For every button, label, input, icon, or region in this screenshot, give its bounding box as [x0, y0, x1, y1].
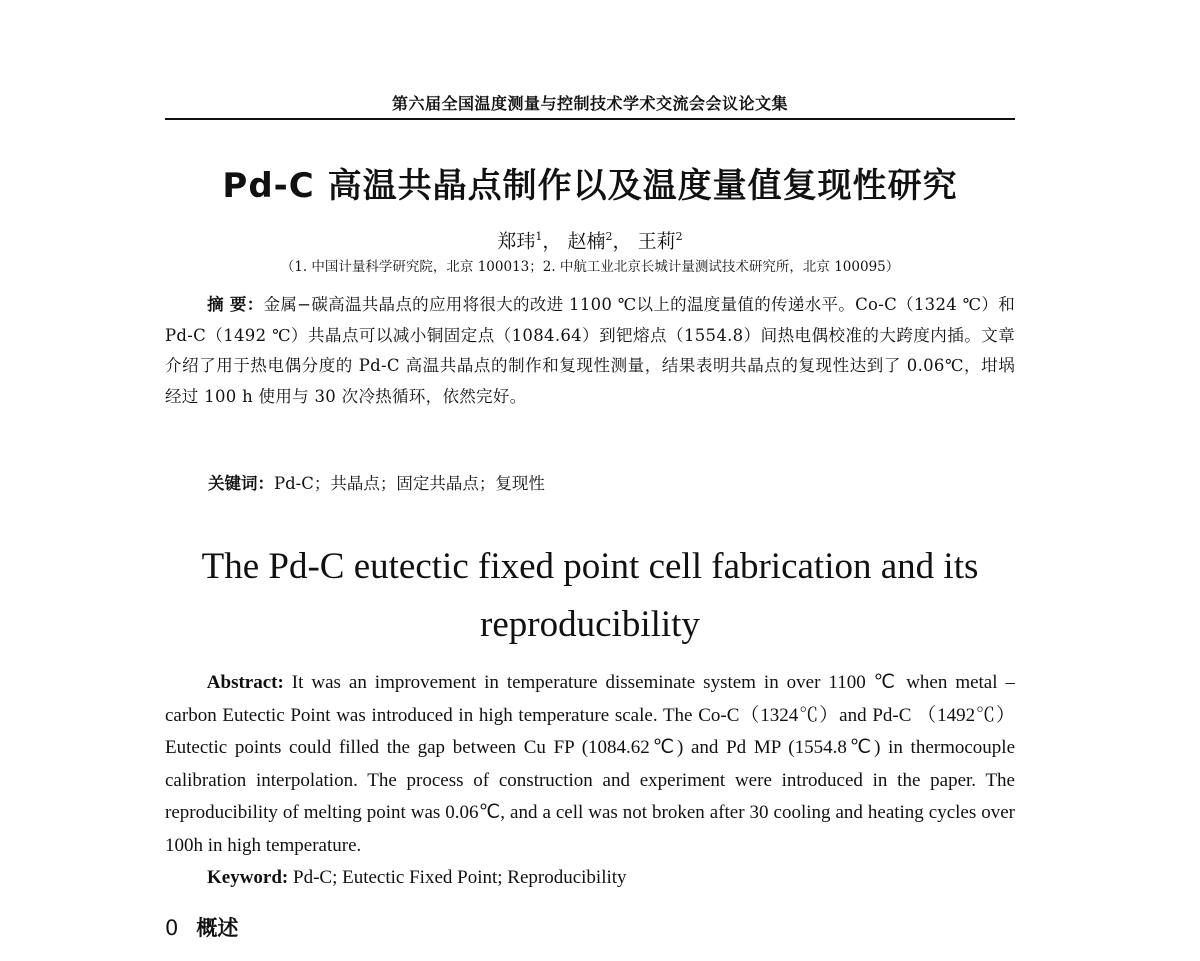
chinese-title: Pd-C 高温共晶点制作以及温度量值复现性研究 — [222, 166, 958, 206]
english-abstract-text: It was an improvement in temperature disseminate system in over 1100 ℃ when metal –carbon Eutectic Point was introduced in high temperature scale. The Co-C（1324℃）and Pd-C （1492℃）Eutectic points could filled the gap between Cu FP (1084.62℃) and Pd MP (1554.8℃) in thermocouple calibration interpolation. The process of construction and experiment were introduced in the paper. The reproducibility of melting point was 0.06℃, and a cell was not broken after 30 cooling and heating cycles over 100h in high temperature. — [165, 672, 1015, 856]
english-title — [165, 538, 1015, 654]
author-name: 郑玮 — [497, 230, 536, 253]
author-name: 赵楠 — [567, 230, 606, 253]
english-keywords-label: Keyword: — [207, 867, 289, 888]
running-header: 第六届全国温度测量与控制技术学术交流会会议论文集 — [165, 90, 1015, 120]
affiliations: （1. 中国计量科学研究院，北京 100013；2. 中航工业北京长城计量测试技术研究所，北京 100095） — [280, 259, 900, 275]
author-separator: ， — [542, 230, 562, 253]
english-title-line: reproducibility — [480, 604, 700, 645]
chinese-keywords-text: Pd-C；共晶点；固定共晶点；复现性 — [274, 474, 545, 493]
author-affiliation-mark: 2 — [675, 230, 683, 243]
author-list — [165, 222, 1015, 256]
english-keywords-text: Pd-C; Eutectic Fixed Point; Reproducibility — [293, 867, 627, 888]
chinese-abstract-text: 金属−碳高温共晶点的应用将很大的改进 1100 ℃以上的温度量值的传递水平。Co-C（1324 ℃）和 Pd-C（1492 ℃）共晶点可以减小铜固定点（1084.64）到钯熔点（1554.8）间热电偶校准的大跨度内插。文章介绍了用于热电偶分度的 Pd-C 高温共晶点的制作和复现性测量，结果表明共晶点的复现性达到了 0.06℃，坩埚经过 100 h 使用与 30 次冷热循环，依然完好。 — [165, 295, 1015, 406]
author-separator: ， — [612, 230, 632, 253]
author-name: 王莉 — [637, 230, 676, 253]
chinese-abstract — [165, 290, 1015, 412]
english-abstract — [165, 667, 1015, 862]
chinese-abstract-label: 摘 要： — [207, 295, 264, 314]
english-title-line: The Pd-C eutectic fixed point cell fabrication and its — [201, 546, 979, 587]
chinese-keywords-label: 关键词： — [208, 474, 274, 493]
section-title: 概述 — [196, 916, 239, 940]
chinese-keywords — [208, 469, 1018, 499]
english-abstract-label: Abstract: — [206, 672, 284, 693]
author-affiliation-mark: 1 — [535, 230, 543, 243]
english-keywords — [207, 862, 1017, 894]
section-heading — [165, 912, 238, 944]
author-affiliation-mark: 2 — [605, 230, 613, 243]
section-number: 0 — [165, 916, 179, 940]
